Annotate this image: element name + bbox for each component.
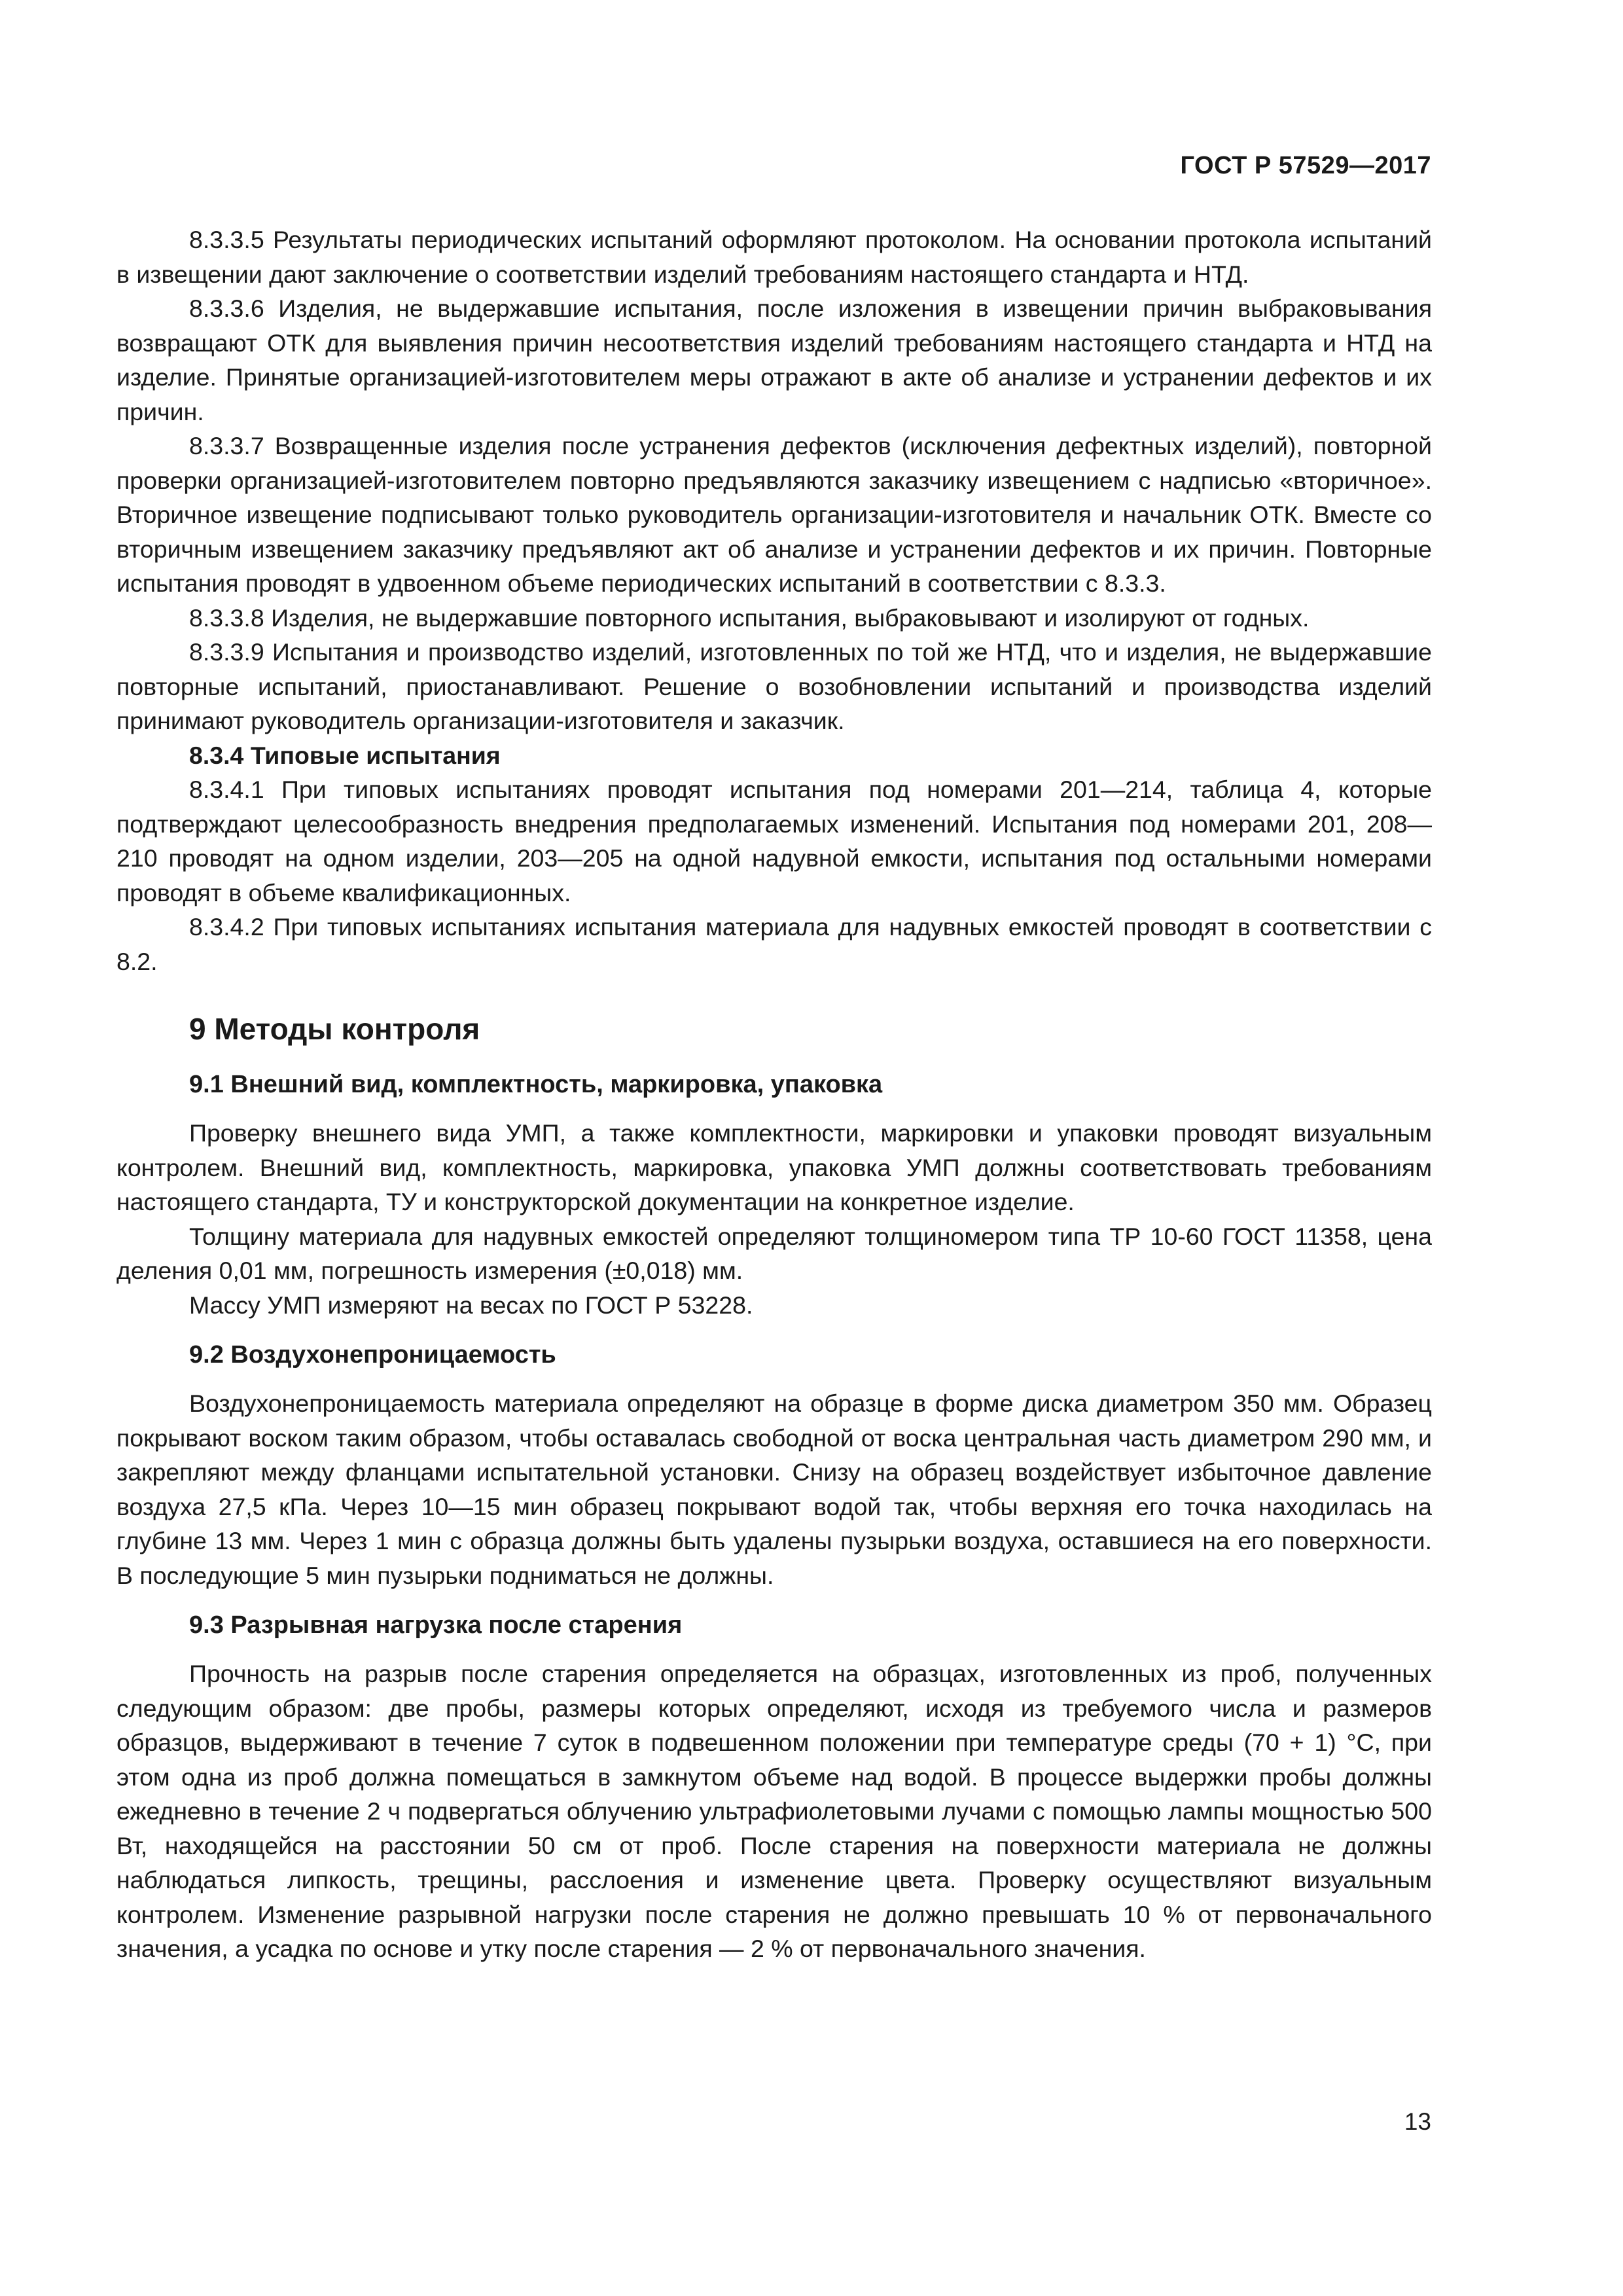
paragraph-8-3-3-6: 8.3.3.6 Изделия, не выдержавшие испытания, после изложения в извещении причин выбраковывания возвращают ОТК для выявления причин несоответствия изделий требованиям настоящего стандарта и НТД на изделие. Принятые организацией-изготовителем меры отражают в акте об анализе и устранении дефектов и их причин. xyxy=(116,295,1432,425)
paragraph-9-1-2: Толщину материала для надувных емкостей определяют толщиномером типа ТР 10-60 ГОСТ 11358, цена деления 0,01 мм, погрешность измерения (±0,018) мм. xyxy=(116,1222,1432,1284)
subsection-heading-9-1: 9.1 Внешний вид, комплектность, маркировка, упаковка xyxy=(189,1071,883,1098)
page-number: 13 xyxy=(1404,2108,1431,2135)
paragraph-8-3-3-8: 8.3.3.8 Изделия, не выдержавшие повторного испытания, выбраковывают и изолируют от годных. xyxy=(189,603,1310,632)
paragraph-9-2-1: Воздухонепроницаемость материала определяют на образце в форме диска диаметром 350 мм. Образец покрывают воском таким образом, чтобы оставалась свободной от воска центральная часть диаметром 290 мм, и закрепляют между фланцами испытательной установки. Снизу на образец воздействует избыточное давление воздуха 27,5 кПа. Через 10—15 мин образец покрывают водой так, чтобы верхняя его точка находилась на глубине 13 мм. Через 1 мин с образца должны быть удалены пузырьки воздуха, оставшиеся на его поверхности. В последующие 5 мин пузырьки подниматься не должны. xyxy=(116,1390,1432,1589)
paragraph-9-1-3: Массу УМП измеряют на весах по ГОСТ Р 53228. xyxy=(189,1291,753,1319)
paragraph-8-3-3-7: 8.3.3.7 Возвращенные изделия после устранения дефектов (исключения дефектных изделий), повторной проверки организацией-изготовителем повторно предъявляются заказчику извещением с надписью «вторичное». Вторичное извещение подписывают только руководитель организации-изготовителя и начальник ОТК. Вместе со вторичным извещением заказчику предъявляют акт об анализе и устранении дефектов и их причин. Повторные испытания проводят в удвоенном объеме периодических испытаний в соответствии с 8.3.3. xyxy=(116,432,1432,597)
paragraph-9-3-1: Прочность на разрыв после старения определяется на образцах, изготовленных из проб, полученных следующим образом: две пробы, размеры которых определяют, исходя из требуемого числа и размеров образцов, выдерживают в течение 7 суток в подвешенном положении при температуре среды (70 + 1) °С, при этом одна из проб должна помещаться в замкнутом объеме над водой. В процессе выдержки пробы должны ежедневно в течение 2 ч подвергаться облучению ультрафиолетовыми лучами с помощью лампы мощностью 500 Вт, находящейся на расстоянии 50 см от проб. После старения на поверхности материала не должны наблюдаться липкость, трещины, расслоения и изменение цвета. Проверку осуществляют визуальным контролем. Изменение разрывной нагрузки после старения не должно превышать 10 % от первоначального значения, а усадка по основе и утку после старения — 2 % от первоначального значения. xyxy=(116,1660,1432,1962)
paragraph-8-3-4-1: 8.3.4.1 При типовых испытаниях проводят испытания под номерами 201—214, таблица 4, которые подтверждают целесообразность внедрения предполагаемых изменений. Испытания под номерами 201, 208—210 проводят на одном изделии, 203—205 на одной надувной емкости, испытания под остальными номерами проводят в объеме квалификационных. xyxy=(116,776,1432,906)
subsection-heading-9-2: 9.2 Воздухонепроницаемость xyxy=(189,1341,556,1369)
paragraph-8-3-4-2: 8.3.4.2 При типовых испытаниях испытания материала для надувных емкостей проводят в соответствии с 8.2. xyxy=(116,913,1432,975)
paragraph-8-3-3-9: 8.3.3.9 Испытания и производство изделий, изготовленных по той же НТД, что и изделия, не выдержавшие повторные испытаний, приостанавливают. Решение о возобновлении испытаний и производства изделий принимают руководитель организации-изготовителя и заказчик. xyxy=(116,638,1432,734)
paragraph-9-1-1: Проверку внешнего вида УМП, а также комплектности, маркировки и упаковки проводят визуальным контролем. Внешний вид, комплектность, маркировка, упаковка УМП должны соответствовать требованиям настоящего стандарта, ТУ и конструкторской документации на конкретное изделие. xyxy=(116,1119,1432,1215)
section-heading-9: 9 Методы контроля xyxy=(189,1012,480,1046)
paragraph-8-3-3-5: 8.3.3.5 Результаты периодических испытаний оформляют протоколом. На основании протокола испытаний в извещении дают заключение о соответствии изделий требованиям настоящего стандарта и НТД. xyxy=(116,226,1432,288)
document-body xyxy=(116,223,1432,1966)
subsection-heading-9-3: 9.3 Разрывная нагрузка после старения xyxy=(189,1611,683,1639)
subsection-heading-8-3-4: 8.3.4 Типовые испытания xyxy=(189,741,501,769)
document-code: ГОСТ Р 57529—2017 xyxy=(1180,152,1431,179)
